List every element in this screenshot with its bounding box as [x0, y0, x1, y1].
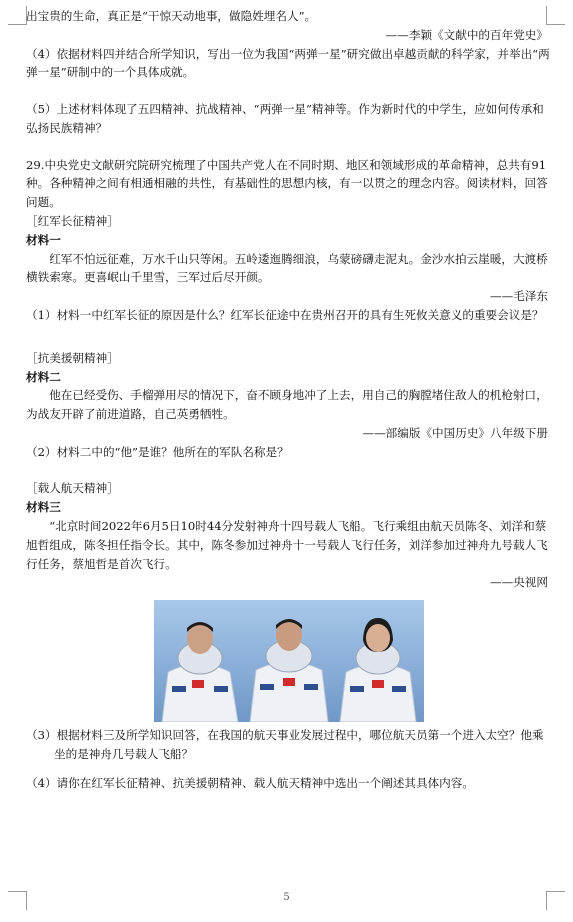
material-2-text: 他在已经受伤、手榴弹用尽的情况下，奋不顾身地冲了上去，用自己的胸膛堵住敌人的机枪射口，为战友开辟了前进道路，自己英勇牺牲。 [26, 388, 548, 422]
exam-page [26, 7, 552, 792]
continued-text: 出宝贵的生命，真正是“干惊天动地事，做隐姓埋名人”。 [26, 9, 317, 23]
section-heading-korea: ［抗美援朝精神］ [26, 350, 119, 365]
material-3-label: 材料三 [26, 500, 61, 515]
material-1-source: ——毛泽东 [490, 289, 548, 304]
question-29-2: （2）材料二中的“他”是谁？他所在的军队名称是？ [26, 444, 289, 459]
section-heading-spaceflight: ［载人航天精神］ [26, 481, 119, 496]
material-3-source: ——央视网 [490, 575, 548, 590]
material-2-label: 材料二 [26, 369, 61, 384]
astronaut-photo [154, 600, 424, 722]
crop-mark-top-left [8, 6, 27, 25]
page-number: 5 [283, 892, 290, 903]
material-3-text: “北京时间2022年6月5日10时44分发射神舟十四号载人飞船。飞行乘组由航天员陈冬、刘洋和蔡旭哲组成，陈冬担任指令长。其中，陈冬参加过神舟十一号载人飞行任务，刘洋参加过神舟九号载人飞行任务，蔡旭哲是首次飞行。 [26, 518, 548, 571]
source-citation: ——李颖《文献中的百年党史》 [385, 27, 548, 42]
question-29-4: （4）请你在红军长征精神、抗美援朝精神、载人航天精神中选出一个阐述其具体内容。 [26, 775, 474, 790]
question-29-3: （3）根据材料三及所学知识回答，在我国的航天事业发展过程中，哪位航天员第一个进入太空？他乘坐的是神舟几号载人飞船？ [26, 728, 544, 761]
question-29-intro: 29.中央党史文献研究院研究梳理了中国共产党人在不同时期、地区和领域形成的革命精神，总共有91种。各种精神之间有相通相融的共性，有基础性的思想内核，有一以贯之的理念内容。阅读材料，回答问题。 [26, 157, 548, 210]
question-5: （5）上述材料体现了五四精神、抗战精神、“两弹一星”精神等。作为新时代的中学生，应如何传承和弘扬民族精神？ [26, 102, 544, 135]
question-29-1: （1）材料一中红军长征的原因是什么？红军长征途中在贵州召开的具有生死攸关意义的重要会议是？ [26, 307, 544, 322]
material-2-source: ——部编版《中国历史》八年级下册 [362, 425, 548, 440]
section-heading-long-march: ［红军长征精神］ [26, 214, 119, 229]
material-1-text: 红军不怕远征难，万水千山只等闲。五岭逶迤腾细浪，乌蒙磅礴走泥丸。金沙水拍云崖暖，大渡桥横铁索寒。更喜岷山千里雪，三军过后尽开颜。 [26, 251, 548, 285]
astronaut-illustration [154, 600, 424, 722]
material-1-label: 材料一 [26, 232, 61, 247]
question-4: （4）依据材料四并结合所学知识，写出一位为我国“两弹一星”研究做出卓越贡献的科学家，并举出“两弹一星”研制中的一个具体成就。 [26, 46, 550, 80]
